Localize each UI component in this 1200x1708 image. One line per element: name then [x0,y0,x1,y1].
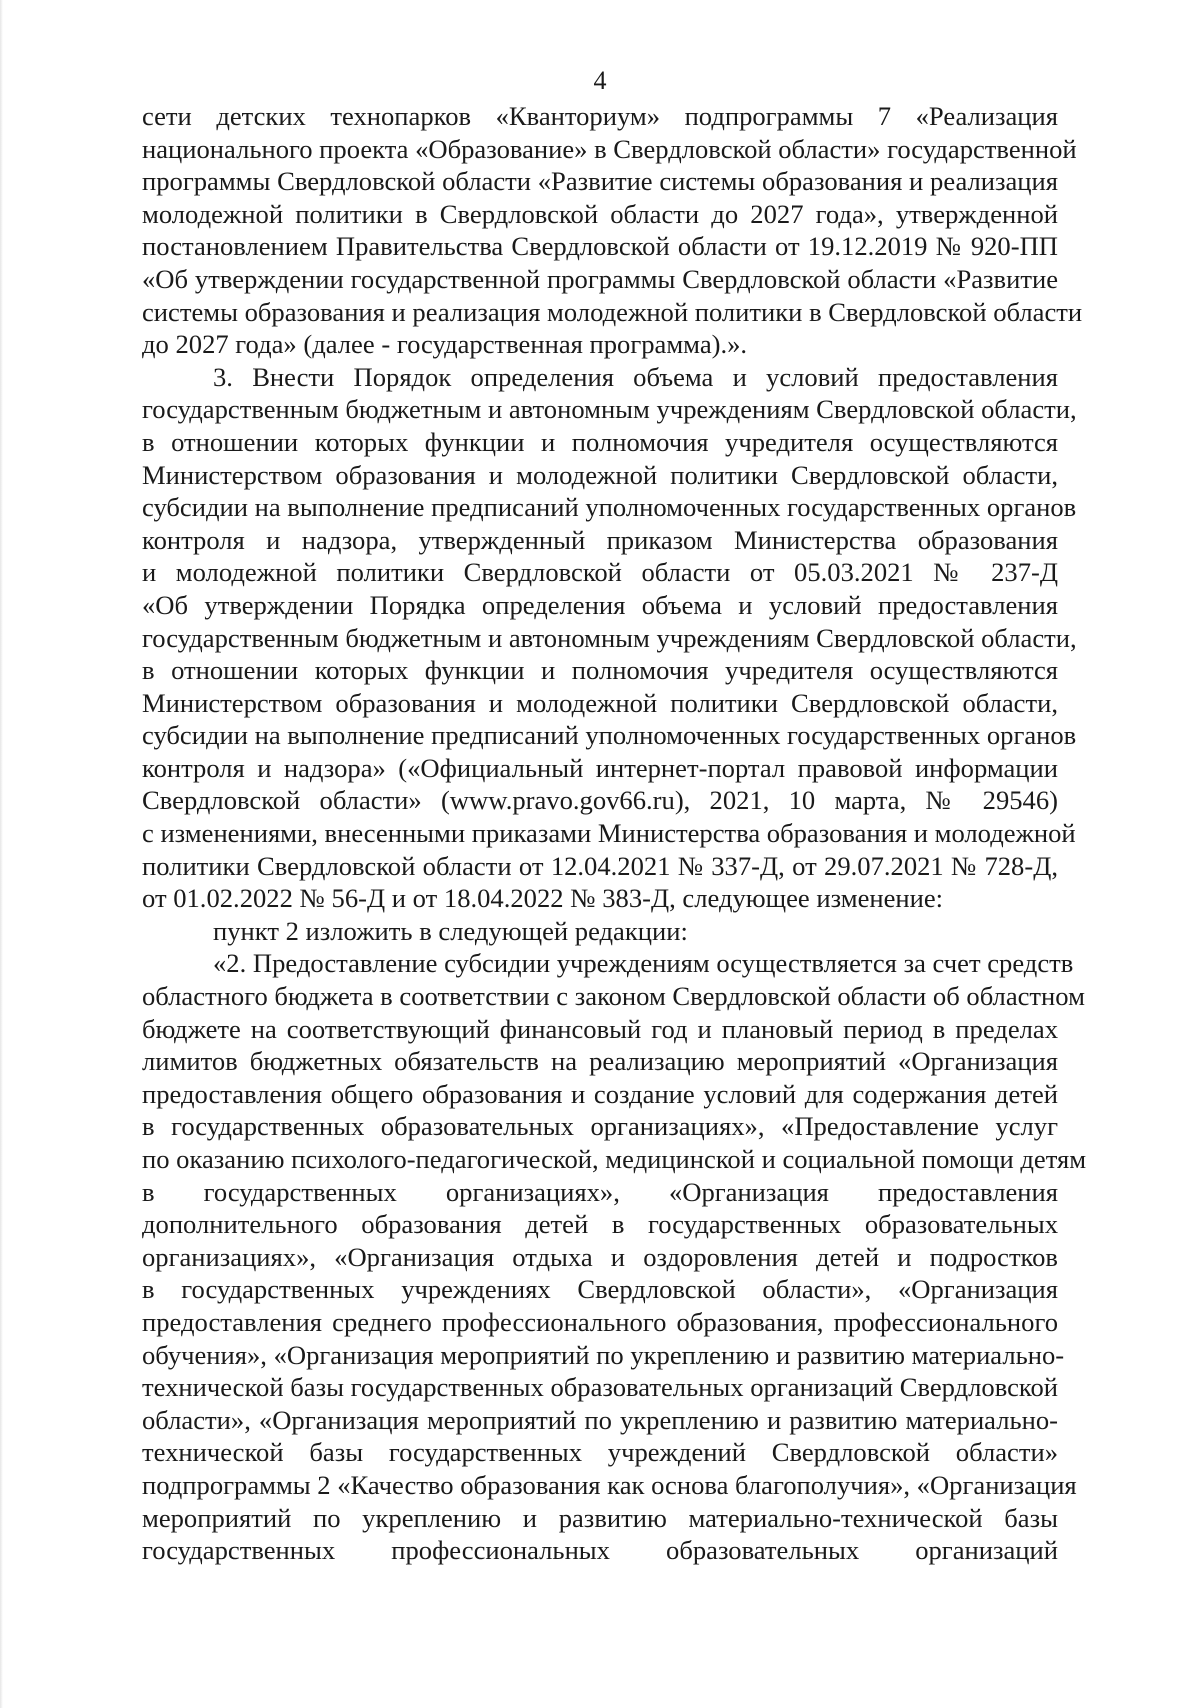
text-line: лимитов бюджетных обязательств на реализацию мероприятий «Организация [142,1046,1058,1077]
text-line: предоставления среднего профессионального образования, профессионального [142,1306,1058,1337]
text-line: Министерством образования и молодежной политики Свердловской области, [142,687,1058,718]
text-line: в отношении которых функции и полномочия учредителя осуществляются [142,655,1058,686]
text-line: постановлением Правительства Свердловской области от 19.12.2019 № 920-ПП [142,231,1058,262]
page-number: 4 [593,66,607,95]
text-line: «2. Предоставление субсидии учреждениям осуществляется за счет средств [213,948,1074,979]
text-line: технической базы государственных образовательных организаций Свердловской [142,1372,1058,1403]
text-line: с изменениями, внесенными приказами Министерства образования и молодежной [142,818,1076,849]
text-line: дополнительного образования детей в государственных образовательных [142,1209,1058,1240]
text-line: области», «Организация мероприятий по укреплению и развитию материально- [142,1404,1058,1435]
text-line: «Об утверждении государственной программы Свердловской области «Развитие [142,263,1058,294]
text-line: в отношении которых функции и полномочия учредителя осуществляются [142,426,1058,457]
text-line: субсидии на выполнение предписаний уполномоченных государственных органов [142,492,1077,523]
text-line: бюджете на соответствующий финансовый год и плановый период в пределах [142,1013,1058,1044]
text-line: контроля и надзора, утвержденный приказом Министерства образования [142,524,1058,555]
text-line: подпрограммы 2 «Качество образования как основа благополучия», «Организация [142,1469,1077,1500]
text-line: от 01.02.2022 № 56-Д и от 18.04.2022 № 383-Д, следующее изменение: [142,883,944,914]
text-line: в государственных организациях», «Организация предоставления [142,1176,1058,1207]
document-body [142,100,1087,1567]
text-line: пункт 2 изложить в следующей редакции: [213,915,688,946]
text-line: Министерством образования и молодежной политики Свердловской области, [142,459,1058,490]
text-line: «Об утверждении Порядка определения объема и условий предоставления [142,589,1058,620]
text-line: субсидии на выполнение предписаний уполномоченных государственных органов [142,720,1077,751]
text-line: государственным бюджетным и автономным учреждениям Свердловской области, [142,622,1077,653]
text-line: государственным бюджетным и автономным учреждениям Свердловской области, [142,394,1077,425]
text-line: областного бюджета в соответствии с законом Свердловской области об областном [142,981,1085,1012]
text-line: и молодежной политики Свердловской области от 05.03.2021 № 237-Д [142,557,1058,588]
text-line: государственных профессиональных образовательных организаций [142,1535,1058,1566]
text-line: сети детских технопарков «Кванториум» подпрограммы 7 «Реализация [142,101,1058,131]
text-line: системы образования и реализация молодежной политики в Свердловской области [142,296,1083,327]
text-line: предоставления общего образования и создание условий для содержания детей [142,1078,1058,1109]
text-line: в государственных учреждениях Свердловской области», «Организация [142,1274,1058,1305]
text-line: программы Свердловской области «Развитие системы образования и реализация [142,166,1058,197]
text-line: технической базы государственных учреждений Свердловской области» [142,1437,1058,1468]
text-line: по оказанию психолого-педагогической, медицинской и социальной помощи детям [142,1144,1087,1174]
text-line: молодежной политики в Свердловской области до 2027 года», утвержденной [142,198,1058,229]
text-line: 3. Внести Порядок определения объема и условий предоставления [213,361,1058,392]
text-line: до 2027 года» (далее - государственная программа).». [142,329,748,360]
text-line: политики Свердловской области от 12.04.2021 № 337-Д, от 29.07.2021 № 728-Д, [142,850,1058,881]
scan-edge [0,0,3,1708]
text-line: Свердловской области» (www.pravo.gov66.ru), 2021, 10 марта, № 29546) [142,785,1058,816]
text-line: мероприятий по укреплению и развитию материально-технической базы [142,1502,1058,1533]
text-line: национального проекта «Образование» в Свердловской области» государственной [142,133,1077,164]
text-line: контроля и надзора» («Официальный интернет-портал правовой информации [142,752,1058,783]
text-line: в государственных образовательных организациях», «Предоставление услуг [142,1111,1058,1142]
text-line: организациях», «Организация отдыха и оздоровления детей и подростков [142,1241,1058,1272]
text-line: обучения», «Организация мероприятий по укреплению и развитию материально- [142,1339,1065,1370]
